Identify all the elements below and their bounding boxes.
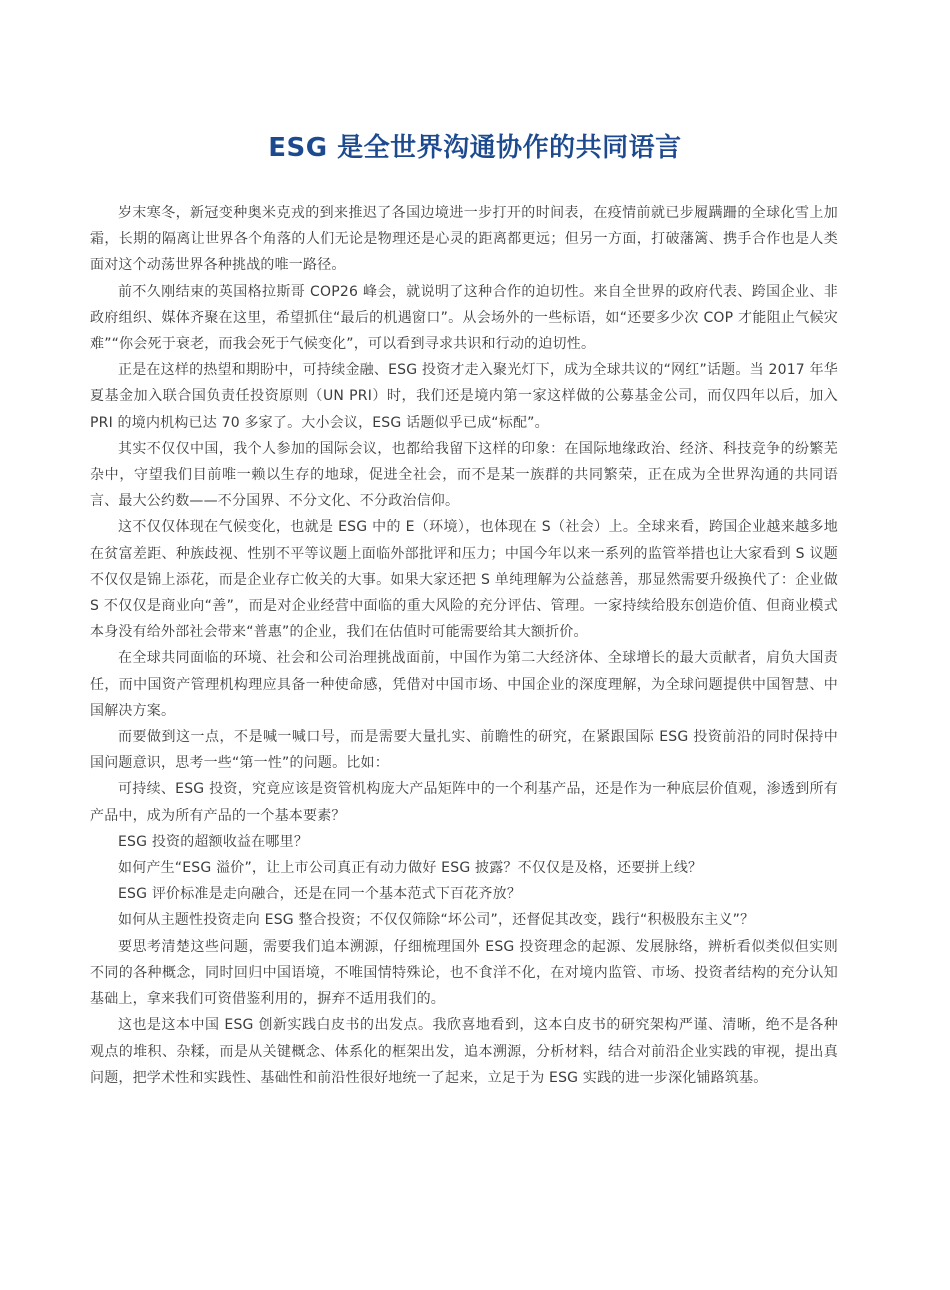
paragraph: 岁末寒冬，新冠变种奥米克戎的到来推迟了各国边境进一步打开的时间表，在疫情前就已步履蹒跚的全球化雪上加霜，长期的隔离让世界各个角落的人们无论是物理还是心灵的距离都更远；但另一方面，打破藩篱、携手合作也是人类面对这个动荡世界各种挑战的唯一路径。	[90, 205, 838, 274]
paragraph: 在全球共同面临的环境、社会和公司治理挑战面前，中国作为第二大经济体、全球增长的最大贡献者，肩负大国责任，而中国资产管理机构理应具备一种使命感，凭借对中国市场、中国企业的深度理解，为全球问题提供中国智慧、中国解决方案。	[90, 650, 838, 719]
paragraph: 其实不仅仅中国，我个人参加的国际会议，也都给我留下这样的印象：在国际地缘政治、经济、科技竞争的纷繁芜杂中，守望我们目前唯一赖以生存的地球，促进全社会，而不是某一族群的共同繁荣，正在成为全世界沟通的共同语言、最大公约数——不分国界、不分文化、不分政治信仰。	[90, 440, 838, 510]
paragraph: 这不仅仅体现在气候变化，也就是 ESG 中的 E（环境），也体现在 S（社会）上。全球来看，跨国企业越来越多地在贫富差距、种族歧视、性别不平等议题上面临外部批评和压力；中国今年以来一系列的监管举措也让大家看到 S 议题不仅仅是锦上添花，而是企业存亡攸关的大事。如果大家还把 S 单纯理解为公益慈善，那显然需要升级换代了：企业做 S 不仅仅是商业向“善”，而是对企业经营中面临的重大风险的充分评估、管理。一家持续给股东创造价值、但商业模式本身没有给外部社会带来“普惠”的企业，我们在估值时可能需要给其大额折价。	[90, 519, 838, 641]
question-item: ESG 评价标准是走向融合，还是在同一个基本范式下百花齐放？	[118, 886, 522, 903]
question-item: 如何从主题性投资走向 ESG 整合投资；不仅仅筛除“坏公司”，还督促其改变，践行“积极股东主义”？	[118, 912, 755, 929]
paragraph: 这也是这本中国 ESG 创新实践白皮书的出发点。我欣喜地看到，这本白皮书的研究架构严谨、清晰，绝不是各种观点的堆积、杂糅，而是从关键概念、体系化的框架出发，追本溯源，分析材料，结合对前沿企业实践的审视，提出真问题，把学术性和实践性、基础性和前沿性很好地统一了起来，立足于为 ESG 实践的进一步深化铺路筑基。	[90, 1017, 838, 1086]
document-title: ESG 是全世界沟通协作的共同语言	[268, 133, 682, 163]
paragraph: 而要做到这一点，不是喊一喊口号，而是需要大量扎实、前瞻性的研究，在紧跟国际 ESG 投资前沿的同时保持中国问题意识，思考一些“第一性”的问题。比如：	[90, 729, 838, 772]
document-body	[90, 200, 838, 1091]
question-item: 如何产生“ESG 溢价”，让上市公司真正有动力做好 ESG 披露？不仅仅是及格，还要拼上线？	[118, 860, 703, 877]
paragraph: 前不久刚结束的英国格拉斯哥 COP26 峰会，就说明了这种合作的迫切性。来自全世界的政府代表、跨国企业、非政府组织、媒体齐聚在这里，希望抓住“最后的机遇窗口”。从会场外的一些标语，如“还要多少次 COP 才能阻止气候灾难”“你会死于衰老，而我会死于气候变化”，可以看到寻求共识和行动的迫切性。	[90, 283, 838, 353]
paragraph: 正是在这样的热望和期盼中，可持续金融、ESG 投资才走入聚光灯下，成为全球共议的“网红”话题。当 2017 年华夏基金加入联合国负责任投资原则（UN PRI）时，我们还是境内第一家这样做的公募基金公司，而仅四年以后，加入 PRI 的境内机构已达 70 多家了。大小会议，ESG 话题似乎已成“标配”。	[90, 362, 838, 431]
question-item: ESG 投资的超额收益在哪里？	[118, 833, 309, 850]
paragraph: 可持续、ESG 投资，究竟应该是资管机构庞大产品矩阵中的一个利基产品，还是作为一种底层价值观，渗透到所有产品中，成为所有产品的一个基本要素？	[90, 781, 838, 824]
paragraph: 要思考清楚这些问题，需要我们追本溯源，仔细梳理国外 ESG 投资理念的起源、发展脉络，辨析看似类似但实则不同的各种概念，同时回归中国语境，不唯国情特殊论，也不食洋不化，在对境内监管、市场、投资者结构的充分认知基础上，拿来我们可资借鉴利用的，摒弃不适用我们的。	[90, 938, 838, 1008]
